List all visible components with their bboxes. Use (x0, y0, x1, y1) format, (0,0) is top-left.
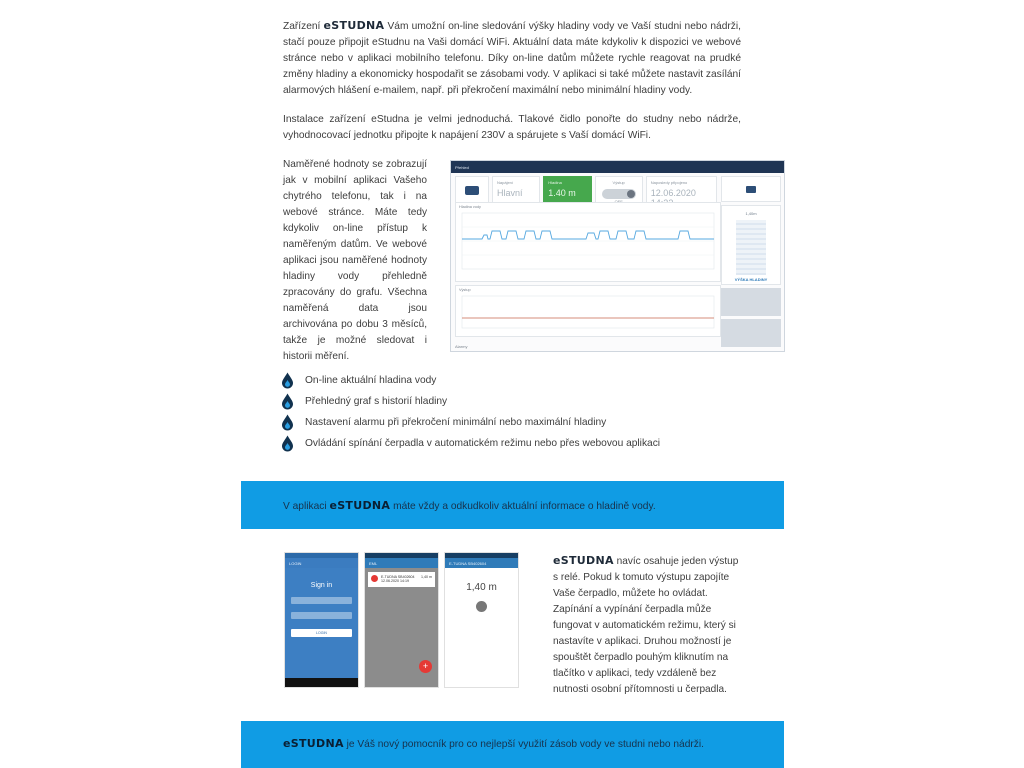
list-item (281, 370, 660, 391)
water-drop-icon (281, 414, 294, 431)
email-field (291, 597, 352, 604)
last-connected-value: 12.06.2020 (650, 188, 696, 198)
web-dashboard-screenshot (450, 160, 785, 352)
app-bar-title: EML (365, 558, 438, 568)
level-value: 1.40 m (548, 188, 576, 198)
feature-text: On-line aktuální hladina vody (305, 375, 437, 386)
intro-prefix: Zařízení (283, 21, 321, 32)
list-item (281, 433, 660, 454)
feature-text: Nastavení alarmu při překročení minimální nebo maximální hladiny (305, 417, 607, 428)
water-drop-icon (281, 393, 294, 410)
device-name: E-TUDNA SB402604 (381, 575, 415, 579)
password-field (291, 612, 352, 619)
app-bar-title: E-TUDNA SB402604 (445, 558, 518, 568)
banner-text (283, 737, 704, 750)
sidebar-button-2[interactable] (721, 319, 781, 347)
toggle-knob (627, 190, 635, 198)
add-device-icon: + (419, 660, 432, 673)
dashboard-topbar (451, 161, 784, 173)
level-chart-label: Hladina vody (459, 205, 481, 209)
measurement-paragraph: Naměřené hodnoty se zobrazují jak v mobilní aplikaci Vašeho chytrého telefonu, tak i na webové stránce. Máte tedy kdykoliv on-line přístup k naměřeným datům. Ve webové aplikaci jsou naměřené hodnoty hladiny vody přehledně zpracovány do grafu. Všechna naměřená data jsou archivována po dobu 3 měsíců, takže je možné sledovat i historii měření. (283, 159, 427, 362)
power-card (492, 176, 540, 204)
phone-device-detail-screenshot (444, 552, 519, 688)
intro-paragraph (283, 18, 741, 99)
output-card (595, 176, 643, 204)
phone-device-list-screenshot (364, 552, 439, 688)
water-drop-icon (281, 435, 294, 452)
output-toggle (602, 189, 636, 199)
level-chart-plot (456, 211, 720, 281)
android-nav-bar (285, 678, 358, 687)
intro-text: Vám umožní on-line sledování výšky hladiny vody ve Vaší studni nebo nádrži, stačí pouze připojit eStudnu na Vaši domácí WiFi. Aktuální data máte kdykoliv k dispozici ve webové stránce nebo v aplikaci mobilního telefonu. Díky on-line datům můžete rychle reagovat na prudké změny hladiny a ekonomicky hospodařit se zásobami vody. V aplikaci si také můžete nastavit zasílání alarmových hlášení e-mailem, např. při překročení maximální nebo minimální hladiny vody. (283, 21, 741, 96)
banner-suffix: je Váš nový pomocník pro co nejlepší využití zásob vody ve studni nebo nádrži. (346, 739, 704, 750)
level-chart-line (462, 231, 714, 239)
gauge-bar (736, 220, 766, 275)
level-card (543, 176, 591, 204)
list-item (281, 412, 660, 433)
brand-logo: eSTUDNA (329, 499, 391, 512)
relay-text: navíc osahuje jeden výstup s relé. Pokud k tomuto výstupu zapojíte Vaše čerpadlo, můžete ho ovládat. Zapínání a vypínání čerpadla může fungovat v automatickém režimu, který si nastavíte v aplikaci. Druhou možností je spouštět čerpadlo pouhým kliknutím na tlačítko v aplikaci, tedy vzdáleně bez nutnosti osobní přítomnosti u čerpadla. (553, 556, 739, 695)
banner-suffix: máte vždy a odkudkoliv aktuální informace o hladině vody. (393, 501, 656, 512)
banner-prefix: V aplikaci (283, 501, 327, 512)
last-connected-label: Naposledy připojeno (650, 180, 688, 185)
info-banner-helper (241, 721, 784, 768)
level-history-chart (455, 202, 721, 282)
sidebar-button-1[interactable] (721, 288, 781, 316)
output-label: Výstup (612, 180, 625, 185)
device-card (455, 176, 489, 204)
device-level: 1,40 m (421, 575, 432, 579)
water-drop-icon (281, 372, 294, 389)
gauge-value: 1,40m (745, 211, 757, 216)
feature-text: Přehledný graf s historií hladiny (305, 396, 448, 407)
feature-list (281, 370, 660, 454)
feature-text: Ovládání spínání čerpadla v automatickém režimu nebo přes webovou aplikaci (305, 438, 661, 449)
output-history-chart (455, 285, 721, 337)
sign-in-heading: Sign in (310, 582, 333, 589)
power-value: Hlavní (497, 188, 523, 198)
dashboard-title: Přehled (455, 164, 469, 170)
output-chart-frame (462, 296, 714, 328)
login-button: LOGIN (291, 629, 352, 637)
level-label: Hladina (548, 180, 562, 185)
power-icon (476, 601, 487, 612)
power-label: Napájení (497, 180, 514, 185)
device-date: 12.06.2020 14:19 (381, 579, 409, 583)
brand-logo: eSTUDNA (323, 19, 385, 32)
output-chart-label: Výstup (459, 288, 471, 292)
brand-logo: eSTUDNA (553, 554, 614, 567)
install-paragraph: Instalace zařízení eStudna je velmi jednoduchá. Tlakové čidlo ponořte do studny nebo nádrže, vyhodnocovací jednotku připojte k napájení 230V a spárujete s Vaší domácí WiFi. (283, 114, 741, 141)
phone-login-screenshot (284, 552, 359, 688)
dashboard-sidebar (721, 176, 781, 348)
detail-level: 1,40 m (466, 582, 497, 593)
device-icon (746, 186, 756, 193)
banner-text (283, 499, 656, 512)
info-banner-app (241, 481, 784, 529)
brand-logo: eSTUDNA (283, 737, 344, 750)
dashboard-logo-card (721, 176, 781, 202)
device-icon (465, 186, 479, 195)
level-gauge (721, 205, 781, 285)
list-item (281, 391, 660, 412)
alarms-label: Alarmy (455, 344, 468, 349)
relay-paragraph (553, 553, 741, 698)
last-connected-card (646, 176, 717, 204)
alert-icon (371, 575, 378, 582)
gauge-label: VÝŠKA HLADINY (734, 277, 768, 282)
output-chart-plot (456, 294, 720, 336)
device-list-item (368, 572, 435, 587)
app-bar-title: LOGIN (285, 558, 358, 568)
